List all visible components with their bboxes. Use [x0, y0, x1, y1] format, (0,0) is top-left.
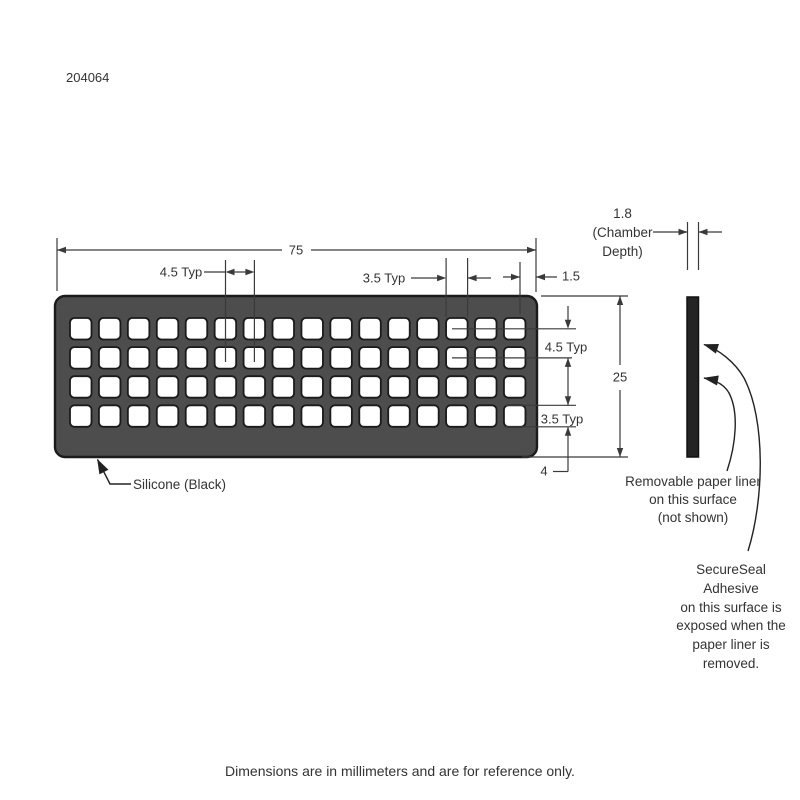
chamber-hole: [70, 318, 92, 340]
chamber-hole: [301, 347, 323, 369]
part-number: 204064: [66, 70, 110, 85]
adhesive-note: [651, 561, 800, 674]
chamber-hole: [273, 405, 295, 427]
chamber-hole: [475, 405, 497, 427]
dim-overall-width: 75: [285, 243, 307, 258]
chamber-hole: [273, 347, 295, 369]
chamber-hole: [504, 376, 526, 398]
chamber-hole: [301, 318, 323, 340]
chamber-hole: [99, 318, 121, 340]
chamber-hole: [359, 318, 381, 340]
chamber-hole: [330, 318, 352, 340]
adhesive-note-line: exposed when the: [676, 618, 786, 634]
chamber-hole: [330, 376, 352, 398]
chamber-hole: [273, 376, 295, 398]
chamber-hole: [359, 405, 381, 427]
adhesive-note-line: paper liner is: [692, 637, 770, 653]
liner-note-line: on this surface: [649, 492, 737, 507]
chamber-depth-line3: Depth): [602, 244, 643, 259]
chamber-hole: [301, 376, 323, 398]
chamber-hole: [128, 318, 150, 340]
liner-note-line: Removable paper liner: [625, 474, 761, 489]
chamber-depth-value: 1.8: [613, 206, 632, 221]
chamber-hole: [417, 405, 439, 427]
dim-chamber-width: 3.5 Typ: [362, 270, 406, 286]
chamber-hole: [417, 347, 439, 369]
chamber-hole: [301, 405, 323, 427]
dim-pitch-horizontal: 4.5 Typ: [159, 264, 203, 280]
dim-overall-height: 25: [609, 370, 631, 385]
chamber-depth-label: [575, 204, 670, 261]
chamber-hole: [475, 376, 497, 398]
adhesive-note-line: on this surface is: [680, 599, 782, 615]
chamber-hole: [70, 347, 92, 369]
chamber-hole: [157, 318, 179, 340]
adhesive-note-line: Adhesive: [703, 580, 759, 596]
chamber-hole: [70, 405, 92, 427]
chamber-hole: [99, 405, 121, 427]
silicone-leader-arrow: [98, 460, 132, 485]
dim-edge-margin-right: 1.5: [561, 268, 581, 284]
chamber-hole: [388, 318, 410, 340]
chamber-hole: [446, 405, 468, 427]
chamber-hole: [128, 376, 150, 398]
chamber-hole: [446, 376, 468, 398]
chamber-hole: [244, 405, 266, 427]
gasket-side-profile: [687, 297, 699, 457]
footer-note: Dimensions are in millimeters and are for reference only.: [225, 763, 575, 779]
chamber-hole: [388, 376, 410, 398]
top-view: [55, 238, 628, 484]
chamber-hole: [186, 318, 208, 340]
chamber-hole: [157, 347, 179, 369]
chamber-depth-line2: (Chamber: [592, 225, 653, 240]
chamber-hole: [417, 318, 439, 340]
chamber-hole: [128, 347, 150, 369]
material-label: Silicone (Black): [133, 477, 227, 492]
chamber-hole: [70, 376, 92, 398]
chamber-hole: [417, 376, 439, 398]
dim-chamber-height: 3.5 Typ: [540, 411, 584, 427]
chamber-hole: [186, 376, 208, 398]
chamber-hole: [215, 376, 237, 398]
chamber-hole: [128, 405, 150, 427]
chamber-hole: [157, 405, 179, 427]
liner-note-line: (not shown): [657, 510, 729, 525]
chamber-hole: [273, 318, 295, 340]
chamber-hole: [359, 376, 381, 398]
chamber-hole: [244, 376, 266, 398]
chamber-hole: [359, 347, 381, 369]
liner-leader-arrow: [704, 378, 735, 471]
chamber-hole: [186, 405, 208, 427]
chamber-hole: [330, 405, 352, 427]
chamber-hole: [99, 347, 121, 369]
chamber-hole: [388, 347, 410, 369]
dim-pitch-vertical: 4.5 Typ: [544, 339, 588, 355]
adhesive-note-line: removed.: [702, 655, 760, 671]
chamber-hole: [504, 405, 526, 427]
dim-edge-margin-bottom: 4: [540, 463, 548, 479]
chamber-hole: [330, 347, 352, 369]
chamber-hole: [99, 376, 121, 398]
chamber-hole: [215, 405, 237, 427]
adhesive-note-line: SecureSeal: [696, 562, 766, 577]
chamber-hole: [186, 347, 208, 369]
chamber-hole: [388, 405, 410, 427]
chamber-hole: [157, 376, 179, 398]
liner-note: [613, 473, 773, 527]
